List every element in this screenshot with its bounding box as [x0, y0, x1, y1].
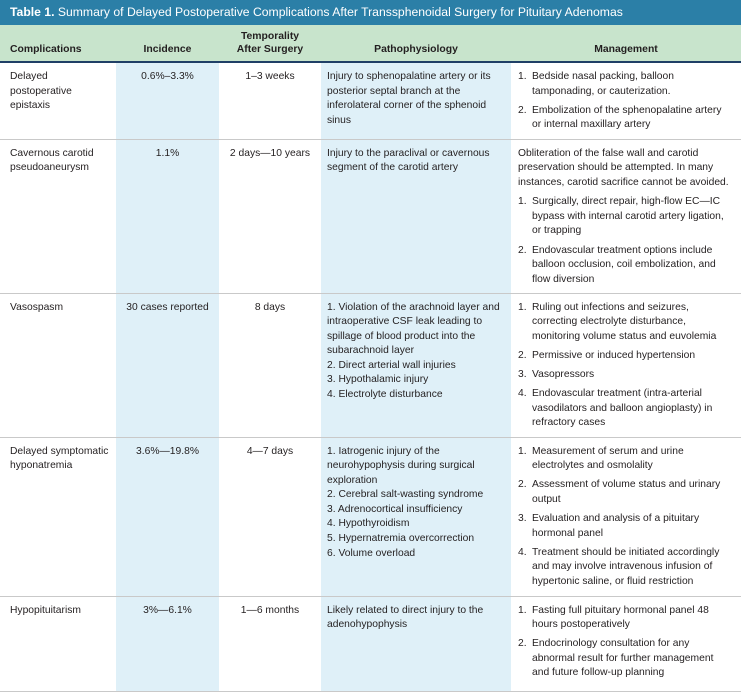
header-pathophysiology: Pathophysiology	[321, 25, 511, 62]
management-item-number: 1.	[518, 604, 527, 616]
management-list	[518, 70, 733, 133]
cell-temporality: 1–3 weeks	[219, 62, 321, 139]
management-item-number: 4.	[518, 546, 527, 558]
management-item	[518, 195, 733, 239]
management-item	[518, 637, 733, 681]
management-item	[518, 546, 733, 590]
management-item	[518, 604, 733, 633]
cell-temporality: 2 days—10 years	[219, 139, 321, 293]
management-item	[518, 349, 733, 364]
pathophysiology-item: 2. Cerebral salt-wasting syndrome	[327, 489, 484, 501]
cell-pathophysiology	[321, 596, 511, 691]
management-list	[518, 604, 733, 682]
management-item-text: Endovascular treatment (intra-arterial vasodilators and balloon angioplasty) in refractory cases	[532, 388, 713, 429]
pathophysiology-item: 3. Adrenocortical insufficiency	[327, 503, 463, 515]
management-item-text: Ruling out infections and seizures, correcting electrolyte disturbance, monitoring volume status and euvolemia	[532, 301, 717, 342]
management-item-text: Vasopressors	[532, 369, 595, 381]
table-header-row	[0, 25, 741, 62]
cell-pathophysiology	[321, 62, 511, 139]
management-item-text: Measurement of serum and urine electrolytes and osmolality	[532, 445, 684, 472]
management-item	[518, 301, 733, 345]
cell-incidence: 0.6%–3.3%	[116, 62, 219, 139]
cell-complication: Hypopituitarism	[0, 596, 116, 691]
pathophysiology-item: 6. Volume overload	[327, 547, 416, 559]
management-item-number: 2.	[518, 638, 527, 650]
management-item	[518, 70, 733, 99]
cell-complication: Cavernous carotid pseudoaneurysm	[0, 139, 116, 293]
management-item-text: Assessment of volume status and urinary output	[532, 479, 721, 505]
cell-complication: Delayed symptomatic hyponatremia	[0, 437, 116, 596]
cell-management	[511, 139, 741, 293]
header-temporality	[219, 25, 321, 62]
management-item	[518, 104, 733, 133]
management-list	[518, 195, 733, 287]
table-row	[0, 62, 741, 139]
management-item	[518, 445, 733, 474]
cell-management	[511, 293, 741, 437]
cell-complication: Delayed postoperative epistaxis	[0, 62, 116, 139]
management-list	[518, 301, 733, 432]
management-item-text: Endocrinology consultation for any abnormal result for further management and future follow-up planning	[532, 638, 714, 679]
management-item-number: 2.	[518, 349, 527, 361]
pathophysiology-item: 1. Violation of the arachnoid layer and intraoperative CSF leak leading to spillage of blood product into the subarachnoid layer	[327, 301, 500, 357]
table-caption-text: Summary of Delayed Postoperative Complications After Transsphenoidal Surgery for Pituitary Adenomas	[57, 5, 623, 19]
management-item-number: 1.	[518, 445, 527, 457]
management-item	[518, 244, 733, 288]
cell-temporality: 4—7 days	[219, 437, 321, 596]
header-management: Management	[511, 25, 741, 62]
management-item-text: Evaluation and analysis of a pituitary hormonal panel	[532, 513, 700, 539]
management-item-text: Bedside nasal packing, balloon tamponading, or cauterization.	[532, 71, 674, 97]
cell-incidence: 30 cases reported	[116, 293, 219, 437]
header-incidence: Incidence	[116, 25, 219, 62]
cell-pathophysiology	[321, 293, 511, 437]
management-item	[518, 512, 733, 541]
table-row	[0, 437, 741, 596]
cell-incidence: 3.6%—19.8%	[116, 437, 219, 596]
pathophysiology-item: Injury to the paraclival or cavernous segment of the carotid artery	[327, 147, 490, 174]
table-row	[0, 293, 741, 437]
management-item-number: 4.	[518, 388, 527, 400]
cell-temporality: 1—6 months	[219, 596, 321, 691]
cell-pathophysiology	[321, 139, 511, 293]
pathophysiology-item: 4. Hypothyroidism	[327, 518, 410, 530]
management-intro: Obliteration of the false wall and carotid preservation should be attempted. In many instances, carotid sacrifice cannot be avoided.	[518, 147, 729, 188]
management-item-text: Permissive or induced hypertension	[532, 349, 696, 361]
management-item-number: 2.	[518, 244, 527, 256]
management-list	[518, 445, 733, 590]
pathophysiology-item: 4. Electrolyte disturbance	[327, 389, 443, 401]
cell-temporality: 8 days	[219, 293, 321, 437]
management-item-number: 1.	[518, 71, 527, 82]
table-caption	[0, 0, 741, 25]
table-caption-label: Table 1.	[10, 5, 55, 19]
management-item-text: Treatment should be initiated accordingly and may involve intravenous infusion of hypertonic saline, or fluid restriction	[532, 546, 720, 588]
management-item-number: 3.	[518, 513, 527, 525]
header-complications: Complications	[0, 25, 116, 62]
table-row	[0, 596, 741, 691]
pathophysiology-item: 2. Direct arterial wall injuries	[327, 359, 456, 371]
pathophysiology-item: 5. Hypernatremia overcorrection	[327, 533, 475, 545]
cell-complication: Vasospasm	[0, 293, 116, 437]
management-item	[518, 478, 733, 507]
cell-pathophysiology	[321, 437, 511, 596]
management-item	[518, 387, 733, 431]
header-temporality-line2: After Surgery	[236, 44, 304, 55]
management-item-text: Endovascular treatment options include balloon occlusion, coil embolization, and flow diversion	[532, 244, 716, 285]
pathophysiology-item: Injury to sphenopalatine artery or its posterior septal branch at the inferolateral corner of the sphenoid sinus	[327, 71, 491, 126]
cell-management	[511, 62, 741, 139]
complications-table	[0, 25, 741, 692]
management-item-number: 2.	[518, 104, 527, 116]
management-item	[518, 368, 733, 383]
pathophysiology-item: Likely related to direct injury to the adenohypophysis	[327, 604, 484, 631]
management-item-number: 1.	[518, 301, 527, 313]
management-item-number: 3.	[518, 369, 527, 381]
management-item-number: 1.	[518, 196, 527, 208]
management-item-text: Fasting full pituitary hormonal panel 48 hours postoperatively	[532, 604, 709, 631]
cell-incidence: 3%—6.1%	[116, 596, 219, 691]
pathophysiology-item: 3. Hypothalamic injury	[327, 374, 429, 386]
cell-management	[511, 596, 741, 691]
cell-incidence: 1.1%	[116, 139, 219, 293]
cell-management	[511, 437, 741, 596]
management-item-number: 2.	[518, 479, 527, 491]
management-item-text: Embolization of the sphenopalatine artery or internal maxillary artery	[532, 104, 722, 131]
management-item-text: Surgically, direct repair, high-flow EC—IC bypass with internal carotid artery ligation, or trapping	[532, 196, 724, 237]
pathophysiology-item: 1. Iatrogenic injury of the neurohypophysis during surgical exploration	[327, 445, 475, 486]
header-temporality-line1: Temporality	[240, 31, 300, 42]
table-row	[0, 139, 741, 293]
